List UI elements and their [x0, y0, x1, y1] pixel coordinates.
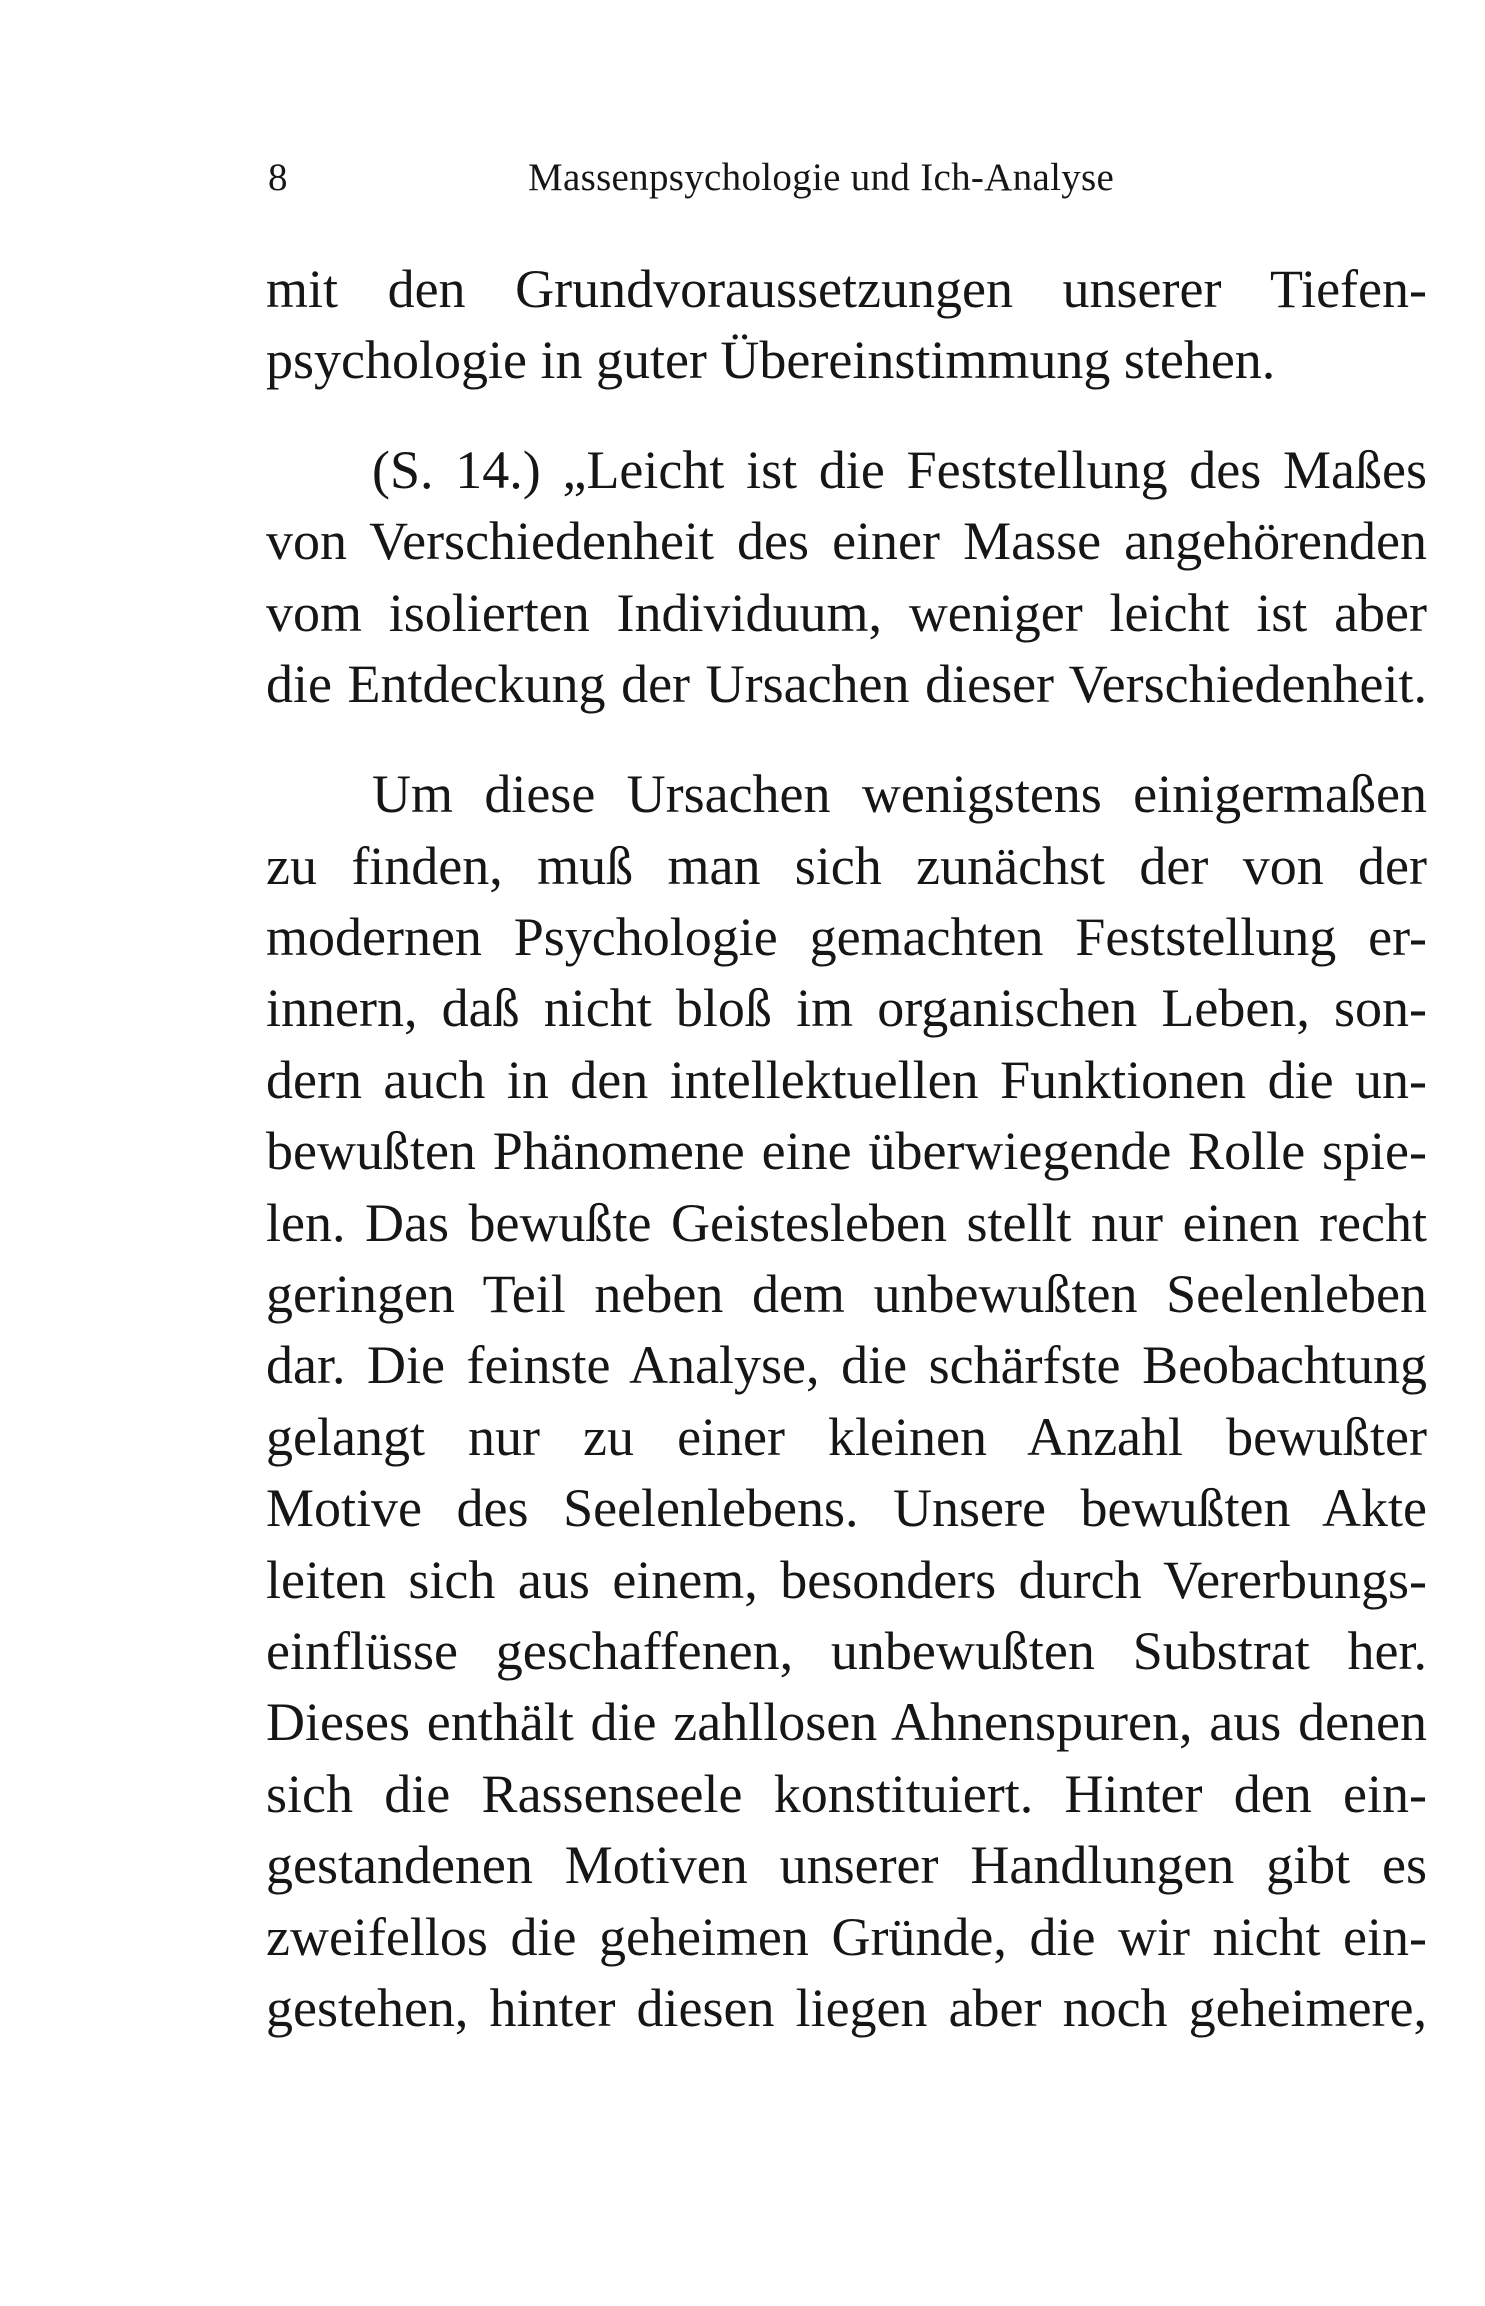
text-line: sich die Rassenseele konstituiert. Hinter den ein-	[266, 1764, 1427, 1824]
text-line: die Entdeckung der Ursachen dieser Verschiedenheit.	[266, 654, 1427, 714]
text-line: gestandenen Motiven unserer Handlungen gibt es	[266, 1835, 1427, 1895]
text-line: bewußten Phänomene eine überwiegende Rolle spie-	[266, 1121, 1427, 1181]
text-line: (S. 14.) „Leicht ist die Feststellung des Maßes	[372, 440, 1427, 500]
text-line: mit den Grundvoraussetzungen unserer Tiefen-	[266, 259, 1427, 319]
text-line: Dieses enthält die zahllosen Ahnenspuren, aus denen	[266, 1692, 1427, 1752]
text-line: gelangt nur zu einer kleinen Anzahl bewußter	[266, 1407, 1427, 1467]
text-line: von Verschiedenheit des einer Masse angehörenden	[266, 511, 1427, 571]
text-line: einflüsse geschaffenen, unbewußten Substrat her.	[266, 1621, 1427, 1681]
text-line: vom isolierten Individuum, weniger leicht ist aber	[266, 583, 1427, 643]
text-line: innern, daß nicht bloß im organischen Leben, son-	[266, 978, 1427, 1038]
text-line: dern auch in den intellektuellen Funktionen die un-	[266, 1050, 1427, 1110]
text-line: zweifellos die geheimen Gründe, die wir nicht ein-	[266, 1907, 1427, 1967]
text-line: psychologie in guter Übereinstimmung stehen.	[266, 330, 1276, 390]
text-line: Motive des Seelenlebens. Unsere bewußten Akte	[266, 1478, 1427, 1538]
text-line: geringen Teil neben dem unbewußten Seelenleben	[266, 1264, 1427, 1324]
text-line: len. Das bewußte Geistesleben stellt nur einen recht	[266, 1193, 1427, 1253]
running-head	[268, 152, 1430, 204]
text-line: zu finden, muß man sich zunächst der von der	[266, 836, 1427, 896]
text-line: dar. Die feinste Analyse, die schärfste Beobachtung	[266, 1335, 1427, 1395]
running-title: Massenpsychologie und Ich-Analyse	[528, 156, 1115, 199]
text-line: gestehen, hinter diesen liegen aber noch geheimere,	[266, 1978, 1427, 2038]
text-line: leiten sich aus einem, besonders durch Vererbungs-	[266, 1550, 1427, 1610]
page-number: 8	[268, 156, 288, 199]
text-line: modernen Psychologie gemachten Feststellung er-	[266, 907, 1427, 967]
text-line: Um diese Ursachen wenigstens einigermaßen	[372, 764, 1427, 824]
